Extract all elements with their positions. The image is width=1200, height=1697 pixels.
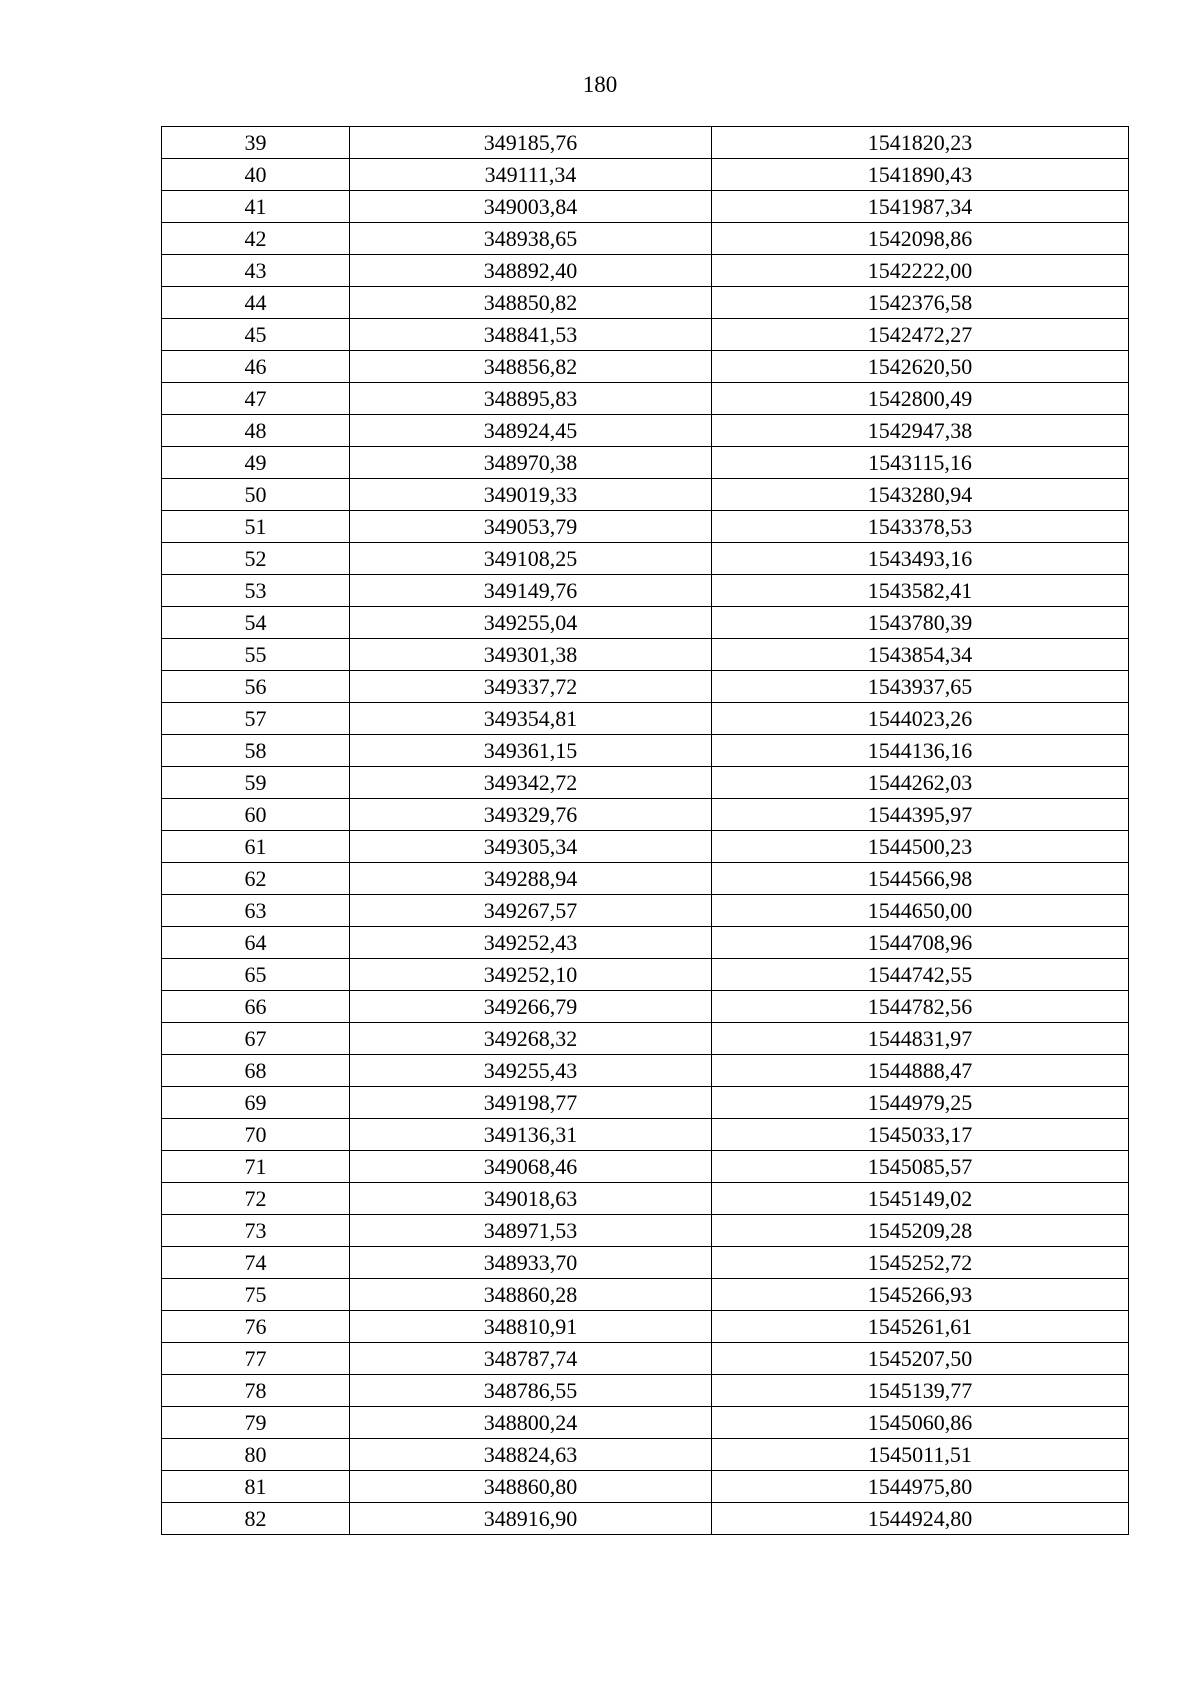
y-coordinate-cell: 1545252,72 <box>712 1247 1129 1279</box>
table-row <box>162 927 1129 959</box>
point-number-cell: 64 <box>162 927 350 959</box>
point-number-cell: 40 <box>162 159 350 191</box>
y-coordinate-cell: 1544782,56 <box>712 991 1129 1023</box>
y-coordinate-cell: 1545060,86 <box>712 1407 1129 1439</box>
point-number-cell: 68 <box>162 1055 350 1087</box>
point-number-cell: 76 <box>162 1311 350 1343</box>
x-coordinate-cell: 349019,33 <box>350 479 712 511</box>
y-coordinate-cell: 1544395,97 <box>712 799 1129 831</box>
x-coordinate-cell: 348970,38 <box>350 447 712 479</box>
table-row <box>162 1151 1129 1183</box>
x-coordinate-cell: 349267,57 <box>350 895 712 927</box>
x-coordinate-cell: 348938,65 <box>350 223 712 255</box>
x-coordinate-cell: 349068,46 <box>350 1151 712 1183</box>
x-coordinate-cell: 349329,76 <box>350 799 712 831</box>
table-row <box>162 799 1129 831</box>
x-coordinate-cell: 349301,38 <box>350 639 712 671</box>
y-coordinate-cell: 1545261,61 <box>712 1311 1129 1343</box>
table-row <box>162 1439 1129 1471</box>
x-coordinate-cell: 349018,63 <box>350 1183 712 1215</box>
y-coordinate-cell: 1542472,27 <box>712 319 1129 351</box>
table-row <box>162 639 1129 671</box>
x-coordinate-cell: 349252,43 <box>350 927 712 959</box>
point-number-cell: 51 <box>162 511 350 543</box>
point-number-cell: 45 <box>162 319 350 351</box>
y-coordinate-cell: 1544831,97 <box>712 1023 1129 1055</box>
table-row <box>162 543 1129 575</box>
table-row <box>162 1183 1129 1215</box>
point-number-cell: 49 <box>162 447 350 479</box>
y-coordinate-cell: 1544979,25 <box>712 1087 1129 1119</box>
y-coordinate-cell: 1544566,98 <box>712 863 1129 895</box>
point-number-cell: 57 <box>162 703 350 735</box>
x-coordinate-cell: 348856,82 <box>350 351 712 383</box>
y-coordinate-cell: 1544924,80 <box>712 1503 1129 1535</box>
y-coordinate-cell: 1543937,65 <box>712 671 1129 703</box>
table-row <box>162 1311 1129 1343</box>
y-coordinate-cell: 1544500,23 <box>712 831 1129 863</box>
y-coordinate-cell: 1545033,17 <box>712 1119 1129 1151</box>
x-coordinate-cell: 349003,84 <box>350 191 712 223</box>
x-coordinate-cell: 349342,72 <box>350 767 712 799</box>
point-number-cell: 74 <box>162 1247 350 1279</box>
point-number-cell: 72 <box>162 1183 350 1215</box>
x-coordinate-cell: 348810,91 <box>350 1311 712 1343</box>
y-coordinate-cell: 1542620,50 <box>712 351 1129 383</box>
point-number-cell: 55 <box>162 639 350 671</box>
x-coordinate-cell: 348841,53 <box>350 319 712 351</box>
table-row <box>162 735 1129 767</box>
table-row <box>162 1279 1129 1311</box>
x-coordinate-cell: 349305,34 <box>350 831 712 863</box>
point-number-cell: 82 <box>162 1503 350 1535</box>
x-coordinate-cell: 349136,31 <box>350 1119 712 1151</box>
point-number-cell: 56 <box>162 671 350 703</box>
table-row <box>162 895 1129 927</box>
x-coordinate-cell: 348786,55 <box>350 1375 712 1407</box>
table-row <box>162 1503 1129 1535</box>
y-coordinate-cell: 1542947,38 <box>712 415 1129 447</box>
table-row <box>162 767 1129 799</box>
y-coordinate-cell: 1543280,94 <box>712 479 1129 511</box>
table-row <box>162 1375 1129 1407</box>
point-number-cell: 65 <box>162 959 350 991</box>
x-coordinate-cell: 349108,25 <box>350 543 712 575</box>
x-coordinate-cell: 349053,79 <box>350 511 712 543</box>
x-coordinate-cell: 349255,04 <box>350 607 712 639</box>
y-coordinate-cell: 1542376,58 <box>712 287 1129 319</box>
page-number: 180 <box>582 72 618 97</box>
x-coordinate-cell: 349288,94 <box>350 863 712 895</box>
table-row <box>162 831 1129 863</box>
x-coordinate-cell: 349361,15 <box>350 735 712 767</box>
point-number-cell: 59 <box>162 767 350 799</box>
x-coordinate-cell: 348924,45 <box>350 415 712 447</box>
x-coordinate-cell: 349337,72 <box>350 671 712 703</box>
y-coordinate-cell: 1545149,02 <box>712 1183 1129 1215</box>
table-row <box>162 1471 1129 1503</box>
table-row <box>162 383 1129 415</box>
point-number-cell: 42 <box>162 223 350 255</box>
point-number-cell: 48 <box>162 415 350 447</box>
x-coordinate-cell: 349266,79 <box>350 991 712 1023</box>
table-row <box>162 287 1129 319</box>
table-row <box>162 1055 1129 1087</box>
y-coordinate-cell: 1545266,93 <box>712 1279 1129 1311</box>
y-coordinate-cell: 1541890,43 <box>712 159 1129 191</box>
x-coordinate-cell: 348787,74 <box>350 1343 712 1375</box>
y-coordinate-cell: 1544650,00 <box>712 895 1129 927</box>
point-number-cell: 47 <box>162 383 350 415</box>
point-number-cell: 60 <box>162 799 350 831</box>
x-coordinate-cell: 349252,10 <box>350 959 712 991</box>
point-number-cell: 81 <box>162 1471 350 1503</box>
x-coordinate-cell: 348824,63 <box>350 1439 712 1471</box>
y-coordinate-cell: 1543115,16 <box>712 447 1129 479</box>
table-row <box>162 959 1129 991</box>
point-number-cell: 39 <box>162 127 350 159</box>
y-coordinate-cell: 1544708,96 <box>712 927 1129 959</box>
y-coordinate-cell: 1545011,51 <box>712 1439 1129 1471</box>
y-coordinate-cell: 1545085,57 <box>712 1151 1129 1183</box>
coordinates-table <box>161 126 1129 1535</box>
table-row <box>162 319 1129 351</box>
y-coordinate-cell: 1544742,55 <box>712 959 1129 991</box>
point-number-cell: 52 <box>162 543 350 575</box>
point-number-cell: 62 <box>162 863 350 895</box>
point-number-cell: 77 <box>162 1343 350 1375</box>
table-row <box>162 1087 1129 1119</box>
point-number-cell: 58 <box>162 735 350 767</box>
y-coordinate-cell: 1541820,23 <box>712 127 1129 159</box>
y-coordinate-cell: 1542800,49 <box>712 383 1129 415</box>
point-number-cell: 69 <box>162 1087 350 1119</box>
y-coordinate-cell: 1545207,50 <box>712 1343 1129 1375</box>
point-number-cell: 50 <box>162 479 350 511</box>
x-coordinate-cell: 349111,34 <box>350 159 712 191</box>
point-number-cell: 43 <box>162 255 350 287</box>
point-number-cell: 61 <box>162 831 350 863</box>
table-row <box>162 1023 1129 1055</box>
x-coordinate-cell: 348800,24 <box>350 1407 712 1439</box>
y-coordinate-cell: 1543493,16 <box>712 543 1129 575</box>
table-row <box>162 1247 1129 1279</box>
point-number-cell: 44 <box>162 287 350 319</box>
table-row <box>162 447 1129 479</box>
table-row <box>162 351 1129 383</box>
table-row <box>162 1215 1129 1247</box>
table-row <box>162 159 1129 191</box>
x-coordinate-cell: 349149,76 <box>350 575 712 607</box>
y-coordinate-cell: 1544975,80 <box>712 1471 1129 1503</box>
x-coordinate-cell: 348971,53 <box>350 1215 712 1247</box>
y-coordinate-cell: 1544136,16 <box>712 735 1129 767</box>
point-number-cell: 46 <box>162 351 350 383</box>
y-coordinate-cell: 1543854,34 <box>712 639 1129 671</box>
point-number-cell: 71 <box>162 1151 350 1183</box>
table-row <box>162 479 1129 511</box>
y-coordinate-cell: 1542222,00 <box>712 255 1129 287</box>
point-number-cell: 54 <box>162 607 350 639</box>
x-coordinate-cell: 349198,77 <box>350 1087 712 1119</box>
point-number-cell: 78 <box>162 1375 350 1407</box>
point-number-cell: 53 <box>162 575 350 607</box>
y-coordinate-cell: 1543780,39 <box>712 607 1129 639</box>
y-coordinate-cell: 1541987,34 <box>712 191 1129 223</box>
y-coordinate-cell: 1545139,77 <box>712 1375 1129 1407</box>
table-row <box>162 607 1129 639</box>
table-row <box>162 511 1129 543</box>
y-coordinate-cell: 1545209,28 <box>712 1215 1129 1247</box>
point-number-cell: 75 <box>162 1279 350 1311</box>
coordinates-table-body <box>162 127 1129 1535</box>
y-coordinate-cell: 1544888,47 <box>712 1055 1129 1087</box>
x-coordinate-cell: 349268,32 <box>350 1023 712 1055</box>
y-coordinate-cell: 1544262,03 <box>712 767 1129 799</box>
table-row <box>162 863 1129 895</box>
point-number-cell: 41 <box>162 191 350 223</box>
point-number-cell: 70 <box>162 1119 350 1151</box>
point-number-cell: 63 <box>162 895 350 927</box>
x-coordinate-cell: 348916,90 <box>350 1503 712 1535</box>
table-row <box>162 191 1129 223</box>
x-coordinate-cell: 349354,81 <box>350 703 712 735</box>
table-row <box>162 575 1129 607</box>
table-row <box>162 1119 1129 1151</box>
x-coordinate-cell: 348860,80 <box>350 1471 712 1503</box>
table-row <box>162 255 1129 287</box>
table-row <box>162 127 1129 159</box>
table-row <box>162 703 1129 735</box>
point-number-cell: 66 <box>162 991 350 1023</box>
point-number-cell: 80 <box>162 1439 350 1471</box>
y-coordinate-cell: 1543582,41 <box>712 575 1129 607</box>
x-coordinate-cell: 349255,43 <box>350 1055 712 1087</box>
x-coordinate-cell: 348850,82 <box>350 287 712 319</box>
x-coordinate-cell: 349185,76 <box>350 127 712 159</box>
table-row <box>162 671 1129 703</box>
x-coordinate-cell: 348933,70 <box>350 1247 712 1279</box>
point-number-cell: 79 <box>162 1407 350 1439</box>
table-row <box>162 1343 1129 1375</box>
y-coordinate-cell: 1542098,86 <box>712 223 1129 255</box>
table-row <box>162 991 1129 1023</box>
y-coordinate-cell: 1543378,53 <box>712 511 1129 543</box>
point-number-cell: 67 <box>162 1023 350 1055</box>
x-coordinate-cell: 348860,28 <box>350 1279 712 1311</box>
table-row <box>162 223 1129 255</box>
x-coordinate-cell: 348892,40 <box>350 255 712 287</box>
table-row <box>162 415 1129 447</box>
x-coordinate-cell: 348895,83 <box>350 383 712 415</box>
point-number-cell: 73 <box>162 1215 350 1247</box>
y-coordinate-cell: 1544023,26 <box>712 703 1129 735</box>
table-row <box>162 1407 1129 1439</box>
